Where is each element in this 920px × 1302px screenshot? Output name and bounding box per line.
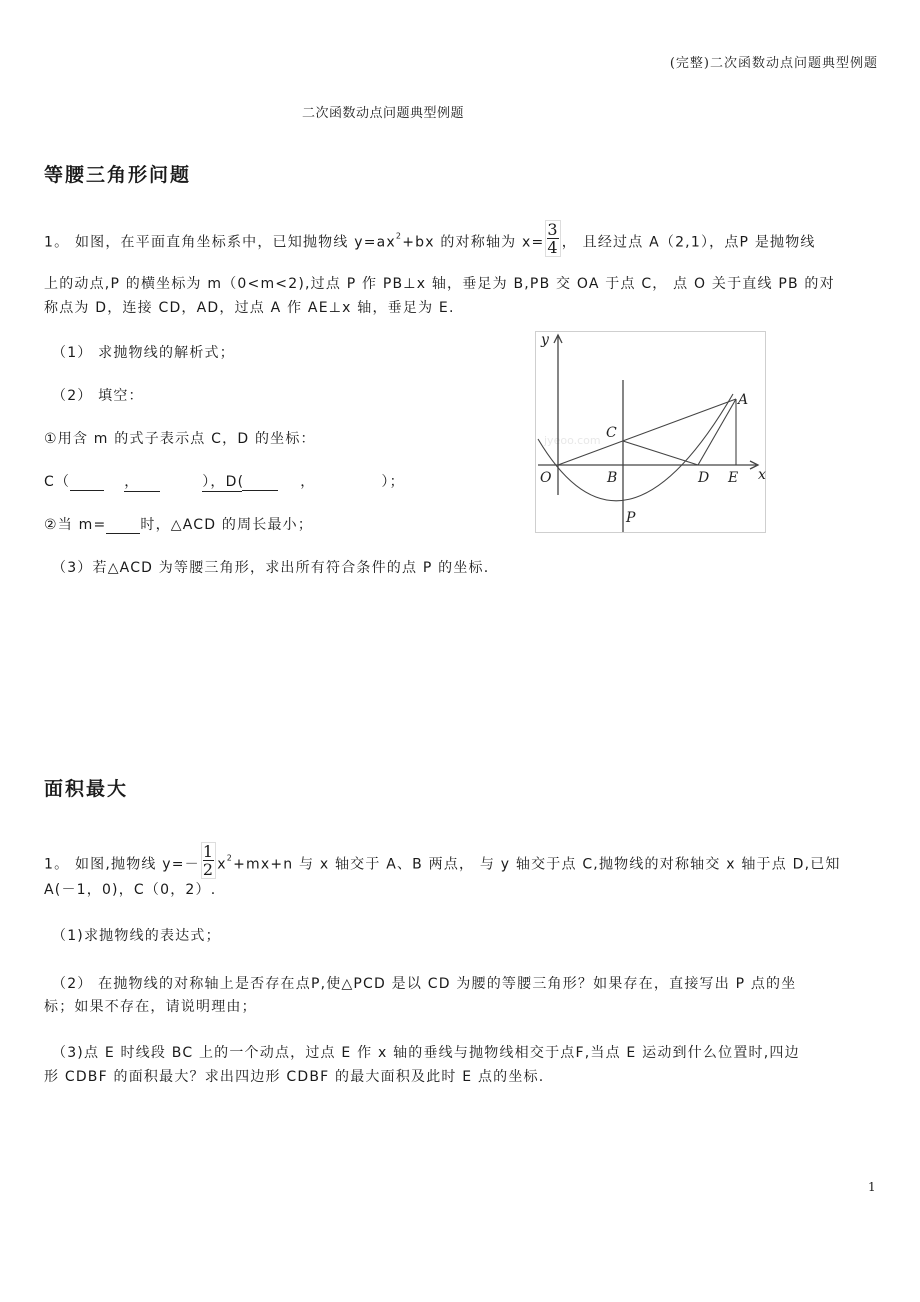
text: +mx+n 与 x 轴交于 A、B 两点， 与 y 轴交于点 C,抛物线的对称轴交 x 轴于点 D,已知 <box>233 856 841 873</box>
text: 1。 如图，在平面直角坐标系中，已知抛物线 y=ax <box>44 234 396 251</box>
exponent: 2 <box>395 231 403 241</box>
question-2: （2） 填空： <box>52 388 144 404</box>
question-3: （3）若△ACD 为等腰三角形，求出所有符合条件的点 P 的坐标. <box>52 560 490 576</box>
question-2-line2: 标；如果不存在，请说明理由； <box>44 999 257 1015</box>
question-2-1: ①用含 m 的式子表示点 C，D 的坐标： <box>44 431 316 447</box>
figure-svg <box>536 332 765 532</box>
segment-cd <box>623 441 698 465</box>
question-2-line1: （2） 在抛物线的对称轴上是否存在点P,使△PCD 是以 CD 为腰的等腰三角形？如果存在，直接写出 P 点的坐 <box>52 976 797 992</box>
text: 1。 如图,抛物线 y=－ <box>44 856 200 873</box>
question-2-2 <box>44 514 313 534</box>
label-o: O <box>540 470 552 486</box>
problem1-line3: 称点为 D，连接 CD，AD，过点 A 作 AE⊥x 轴，垂足为 E. <box>44 300 455 316</box>
running-header: (完整)二次函数动点问题典型例题 <box>669 56 878 71</box>
text: +bx 的对称轴为 x= <box>402 234 545 251</box>
problem1-line2: 上的动点,P 的横坐标为 m（0<m<2),过点 P 作 PB⊥x 轴，垂足为 B,PB 交 OA 于点 C， 点 O 关于直线 PB 的对 <box>44 276 835 292</box>
close-c: ），D( <box>202 474 245 490</box>
blank-d-x[interactable] <box>242 474 278 491</box>
blank-c-comma[interactable] <box>124 471 160 492</box>
text: x <box>217 856 227 873</box>
document-title: 二次函数动点问题典型例题 <box>302 106 465 121</box>
segment-ad <box>698 399 736 465</box>
exponent: 2 <box>226 853 234 863</box>
section-heading-isosceles: 等腰三角形问题 <box>44 164 192 186</box>
watermark: jyeoo.com <box>544 434 601 447</box>
problem1-line1 <box>44 220 816 257</box>
label-c: C <box>606 425 617 441</box>
problem2-line2: A(－1，0)，C（0，2）. <box>44 882 217 898</box>
problem2-line1 <box>44 842 841 879</box>
question-1: （1)求抛物线的表达式； <box>52 928 221 944</box>
label-x: x <box>758 467 766 483</box>
fill-in-coordinates <box>44 471 405 492</box>
blank-c-x[interactable] <box>70 474 104 491</box>
close-d: ）； <box>381 474 405 490</box>
c-open: C（ <box>44 474 71 490</box>
blank-m[interactable] <box>106 517 140 534</box>
label-b: B <box>607 470 618 486</box>
text: ②当 m= <box>44 517 107 533</box>
comma: ， <box>124 474 140 490</box>
text: ， 且经过点 A（2,1），点P 是抛物线 <box>561 234 816 251</box>
section-heading-max-area: 面积最大 <box>44 778 129 800</box>
question-1: （1） 求抛物线的解析式； <box>52 345 235 361</box>
fraction-coefficient <box>201 842 216 879</box>
question-3-line1: （3)点 E 时线段 BC 上的一个动点，过点 E 作 x 轴的垂线与抛物线相交于点F,当点 E 运动到什么位置时,四边 <box>52 1045 800 1061</box>
label-e: E <box>728 470 739 486</box>
denominator: 2 <box>202 860 215 879</box>
blank-c-y[interactable] <box>202 471 245 492</box>
comma: ， <box>300 474 316 490</box>
label-a: A <box>738 392 749 408</box>
label-p: P <box>626 510 636 526</box>
numerator: 1 <box>202 842 215 861</box>
question-3-line2: 形 CDBF 的面积最大？求出四边形 CDBF 的最大面积及此时 E 点的坐标. <box>44 1069 545 1085</box>
label-y: y <box>541 332 549 348</box>
denominator: 4 <box>547 238 559 257</box>
numerator: 3 <box>547 220 559 239</box>
geometry-figure <box>535 331 766 533</box>
label-d: D <box>698 470 710 486</box>
fraction-axis <box>545 220 560 257</box>
text: 时，△ACD 的周长最小； <box>140 517 314 533</box>
page-number: 1 <box>868 1180 876 1194</box>
